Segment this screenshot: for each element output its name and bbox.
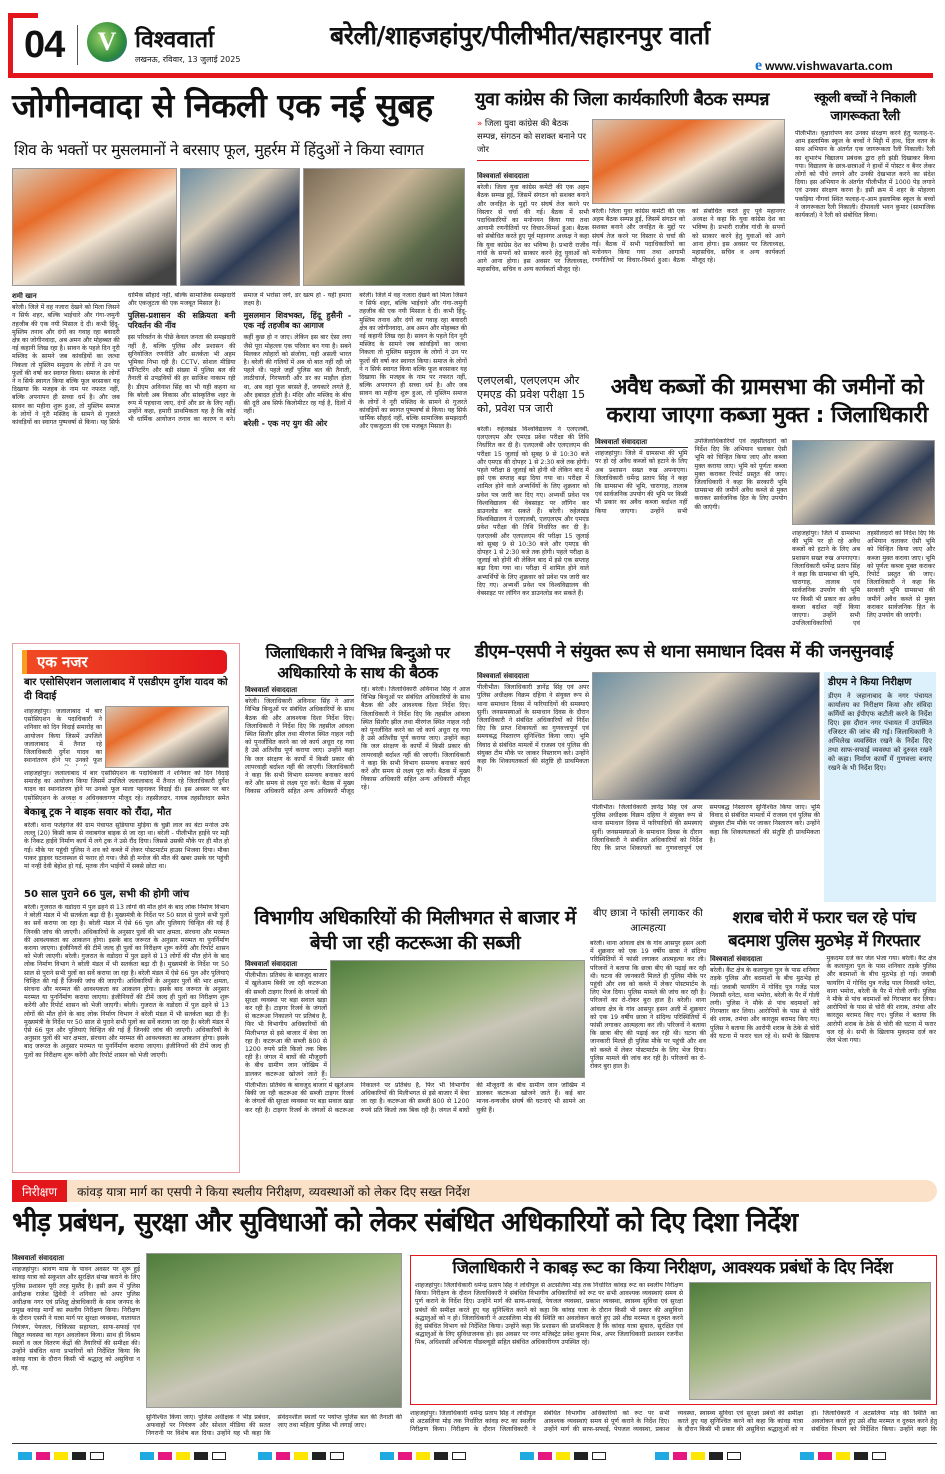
- kanwar-body-3: शाहजहांपुर। जिलाधिकारी धर्मेन्द्र प्रताप सिंह ने लोधीपुल से अटसलिया मोड़ तक निर्धारित कांवड़ रूट का स्थलीय निरीक्षण किया। निरीक्षण के दौरान जिलाधिकारी ने संबंधित विभागीय अधिकारियों को रूट पर सभी आवश्यक व्यवस्थाएं समय से पूर्ण कराने के निर्देश दिए। उन्होंने मार्ग की साफ-सफाई, पेयजल व्यवस्था, प्रकाश व्यवस्था, स्वास्थ्य सुविधा एवं सुरक्षा प्रबंधों की समीक्षा करते हुए यह सुनिश्चित करने को कहा कि कांवड़ यात्रा के दौरान किसी भी प्रकार की असुविधा श्रद्धालुओं को न हो। जिलाधिकारी ने अटसलिया मोड़ की स्थिति का अवलोकन करते हुए उसे शीघ्र मरम्मत व दुरुस्त करने हेतु संबंधित विभाग को निर्देशित किया। उन्होंने कहा कि: [410, 1410, 937, 1434]
- congress-body-2: [592, 208, 785, 366]
- farewell-body-2: शाहजहांपुर। जलालाबाद में बार एसोसिएशन के पदाधिकारी ने शनिवार को दिन विदाई समारोह का आयोजन किया जिसमें उपजिले जलालाबाद में तैनात रहे जिलाधिकारी दुर्गेश यादव का स्थानांतरण होने पर उनको फूल माला पहनाकर विदाई दी। इस अवसर पर बार एसोसिएशन के अध्यक्ष व अधिवक्तागण मौजूद रहे। तहसीलदार, नायब तहसीलदार समेत: [24, 770, 229, 802]
- liquor-body: [710, 955, 936, 1173]
- date-line: लखनऊ, रविवार, 13 जुलाई 2025: [135, 55, 241, 64]
- congress-bullet-text: जिला युवा कांग्रेस की बैठक सम्पन्न, संगठन को सशक्त बनाने पर जोर: [477, 119, 586, 155]
- encroach-text: शाहजहांपुर। जिले में ग्रामसभा की भूमि पर हो रहे अवैध कब्जों को हटाने के लिए अब प्रशासन सख्त रुख अपनाएगा। जिलाधिकारी धर्मेन्द्र प्रताप सिंह ने कहा कि ग्रामसभा की भूमि, चारागाह, तालाब एवं सार्वजनिक उपयोग की भूमि पर किसी भी प्रकार का अवैध कब्जा बर्दाश्त नहीं किया जाएगा। उन्होंने सभी उपजिलाधिकारियों एवं तहसीलदारों को निर्देश दिए कि अभियान चलाकर ऐसी भूमि को चिन्हित किया जाए और कब्जा मुक्त कराया जाए। भूमि को पूर्णतः कब्जा मुक्त कराकर रिपोर्ट प्रस्तुत की जाए। जिलाधिकारी ने कहा कि सरकारी भूमि ग्रामसभा की जमीनें अवैध कब्जे से मुक्त कराकर सार्वजनिक हित के लिए उपयोग की जाएंगी।: [595, 438, 787, 515]
- kanwar-body-1: [12, 1254, 140, 1439]
- farewell-headline: बार एसोसिएशन जलालाबाद में एसडीएम दुर्गेश यादव को दी विदाई: [24, 677, 228, 702]
- kanwar-body-2: सुनिश्चित किया जाए। पुलिस अधीक्षक ने भीड़ प्रबंधन, अफवाहों पर नियंत्रण और सोशल मीडिया की सतत निगरानी पर विशेष बल दिया। उन्होंने यह भी कहा कि संवेदनशील स्थलों पर पर्याप्त पुलिस बल की तैनाती की जाए तथा महिला पुलिस भी लगाई जाए।: [146, 1414, 402, 1438]
- footer-rule: [12, 1443, 937, 1444]
- dm-meeting-byline: विश्ववार्ता संवाददाता: [245, 686, 354, 696]
- samadhan-byline: विश्ववार्ता संवाददाता: [477, 672, 589, 682]
- katrua-headline: विभागीय अधिकारियों की मिलीभगत से बाजार में बेची जा रही कटरूआ की सब्जी: [254, 907, 576, 954]
- llb-body: [477, 426, 589, 638]
- website-link[interactable]: [755, 57, 893, 75]
- color-bar-5: [520, 1452, 606, 1460]
- samadhan-body-1: [477, 672, 589, 902]
- encroach-body-2: शाहजहांपुर। जिले में ग्रामसभा की भूमि पर हो रहे अवैध कब्जों को हटाने के लिए अब प्रशासन सख्त रुख अपनाएगा। जिलाधिकारी धर्मेन्द्र प्रताप सिंह ने कहा कि ग्रामसभा की भूमि, चारागाह, तालाब एवं सार्वजनिक उपयोग की भूमि पर किसी भी प्रकार का अवैध कब्जा बर्दाश्त नहीं किया जाएगा। उन्होंने सभी उपजिलाधिकारियों एवं तहसीलदारों को निर्देश दिए कि अभियान चलाकर ऐसी भूमि को चिन्हित किया जाए और कब्जा मुक्त कराया जाए। भूमि को पूर्णतः कब्जा मुक्त कराकर रिपोर्ट प्रस्तुत की जाए। जिलाधिकारी ने कहा कि सरकारी भूमि ग्रामसभा की जमीनें अवैध कब्जे से मुक्त कराकर सार्वजनिक हित के लिए उपयोग की जाएंगी।: [792, 530, 935, 628]
- lead-photo-2: [180, 168, 300, 286]
- inspection-band: [12, 1180, 937, 1202]
- congress-text: बरेली। जिला युवा कांग्रेस कमेटी की एक अहम बैठक सम्पन्न हुई, जिसमें संगठन को सशक्त बनाने और जनहित के मुद्दों पर संघर्ष तेज करने पर विस्तार से चर्चा की गई। बैठक में सभी पदाधिकारियों का मनोनयन किया गया तथा आगामी रणनीतियों पर विचार-विमर्श हुआ। बैठक को संबोधित करते हुए पूर्व महानगर अध्यक्ष ने कहा कि युवा कांग्रेस देश का भविष्य है। प्रभारी राजीव गांधी के सपनों को साकार करने हेतु युवाओं को आगे आना होगा। इस अवसर पर जिलाध्यक्ष, महासचिव, सचिव व अन्य कार्यकर्ता मौजूद रहे।: [477, 184, 589, 274]
- liquor-text: बरेली। कैंट क्षेत्र के कलापुला पुल के पास शनिवार तड़के पुलिस और बदमाशों के बीच मुठभेड़ हो गई। जवाबी फायरिंग में गोविंद पुत्र गजेंद्र पाल निवासी धनेटा, थाना भमोरा, बरेली के पैर में गोली लगी। पुलिस ने मौके से पांच बदमाशों को गिरफ्तार कर लिया। आरोपियों के पास से चोरी की शराब, तमंचा और कारतूस बरामद किए गए। पुलिस ने बताया कि आरोपी शराब के ठेके से चोरी की घटना में फरार चल रहे थे। सभी के खिलाफ मुकदमा दर्ज कर जेल भेजा गया।: [710, 955, 900, 1040]
- dm-meeting-body: [245, 686, 470, 901]
- dm-kanwar-body: शाहजहांपुर। जिलाधिकारी धर्मेन्द्र प्रताप सिंह ने लोधीपुल से अटसलिया मोड़ तक निर्धारित कांवड़ रूट का स्थलीय निरीक्षण किया। निरीक्षण के दौरान जिलाधिकारी ने संबंधित विभागीय अधिकारियों को रूट पर सभी आवश्यक व्यवस्थाएं समय से पूर्ण कराने के निर्देश दिए। उन्होंने मार्ग की साफ-सफाई, पेयजल व्यवस्था, प्रकाश व्यवस्था, स्वास्थ्य सुविधा एवं सुरक्षा प्रबंधों की समीक्षा करते हुए यह सुनिश्चित करने को कहा कि कांवड़ यात्रा के दौरान किसी भी प्रकार की असुविधा श्रद्धालुओं को न हो। जिलाधिकारी ने अटसलिया मोड़ की स्थिति का अवलोकन करते हुए उसे शीघ्र मरम्मत व दुरुस्त करने हेतु संबंधित विभाग को निर्देशित किया। उन्होंने कहा कि प्रशासन की प्राथमिकता है कि कांवड़ यात्रा सुचारु, सुरक्षित एवं श्रद्धालुओं के लिए सुविधाजनक हो। इस अवसर पर नगर मजिस्ट्रेट प्रवेश कुमार मिश्र, अपर जिलाधिकारी प्रशासन रजनीश मिश्र, अधिशासी अभियंता पीडब्ल्यूडी सहित संबंधित अधिकारीगण उपस्थित रहे।: [415, 1282, 683, 1347]
- congress-photo: [592, 119, 785, 204]
- inspection-band-text: कांवड़ यात्रा मार्ग का एसपी ने किया स्थलीय निरीक्षण, व्यवस्थाओं को लेकर दिए सख्त निर्देश: [77, 1185, 470, 1199]
- student-body: [590, 940, 706, 1172]
- katrua-photo: [330, 960, 585, 1078]
- color-bar-4: [380, 1452, 466, 1460]
- bridges-body: [24, 904, 229, 1166]
- brand-name: विश्ववार्ता: [135, 27, 215, 53]
- color-bar-1: [18, 1452, 104, 1460]
- lead-section-3: बरेली - एक नए युग की ओर: [243, 419, 328, 429]
- encroach-body-1: [595, 438, 787, 638]
- lead-section-2: मुसलमान शिवभक्त, हिंदू हुसैनी - एक नई तहजीब का आगाज: [243, 311, 352, 331]
- katrua-byline: विश्ववार्ता संवाददाता: [245, 960, 327, 970]
- llb-headline: एलएलबी, एलएलएम और एमएड की प्रवेश परीक्षा 15 को, प्रवेश पत्र जारी: [477, 374, 586, 415]
- samadhan-text: पीलीभीत। जिलाधिकारी ज्ञानेंद्र सिंह एवं अपर पुलिस अधीक्षक विक्रम दहिया ने संयुक्त रूप से थाना समाधान दिवस में फरियादियों की समस्याएं सुनीं। जनसमस्याओं के समाधान दिवस के दौरान जिलाधिकारी ने संबंधित अधिकारियों को निर्देश दिए कि प्राप्त शिकायतों का गुणवत्तापूर्ण एवं समयबद्ध निस्तारण सुनिश्चित किया जाए। भूमि विवाद से संबंधित मामलों में राजस्व एवं पुलिस की संयुक्त टीम मौके पर जाकर निस्तारण करे। उन्होंने कहा कि शिकायतकर्ता की संतुष्टि ही प्राथमिकता है।: [477, 684, 589, 774]
- congress-byline: विश्ववार्ता संवाददाता: [477, 172, 589, 182]
- student-text-2: बरेली। थाना आंवला क्षेत्र के गांव आसपुर हसन अली में शुक्रवार को एक 19 वर्षीय छात्रा ने संदिग्ध परिस्थितियों में फांसी लगाकर आत्महत्या कर ली। परिजनों ने बताया कि छात्रा बीए की पढ़ाई कर रही थी। घटना की जानकारी मिलते ही पुलिस मौके पर पहुंची और शव को कब्जे में लेकर पोस्टमार्टम के लिए भेज दिया। पुलिस मामले की जांच कर रही है। परिजनों का रो-रोकर बुरा हाल है।: [590, 997, 706, 1071]
- divider: [77, 25, 78, 65]
- kanwar-text: शाहजहांपुर। श्रावण मास के पावन अवसर पर शुरू हुई कांवड़ यात्रा को सकुशल और सुरक्षित संपन्न कराने के लिए पुलिस प्रशासन पूरी तरह मुस्तैद है। इसी क्रम में पुलिस अधीक्षक राजेश द्विवेदी ने शनिवार को अपर पुलिस अधीक्षक नगर एवं प्रशिक्षु क्षेत्राधिकारी के साथ जनपद के प्रमुख कांवड़ मार्गों का स्थलीय निरीक्षण किया। निरीक्षण के दौरान एसपी ने यात्रा मार्ग पर सुरक्षा व्यवस्था, यातायात नियंत्रण, पेयजल, चिकित्सा सहायता, साफ-सफाई एवं विद्युत व्यवस्था का गहन अवलोकन किया। साथ ही विश्राम स्थलों व जल वितरण केंद्रों की तैयारियों की समीक्षा की। उन्होंने संबंधित थाना प्रभारियों को निर्देशित किया कि कांवड़ यात्रा के दौरान किसी भी श्रद्धालु को असुविधा न हो, यह: [12, 1266, 140, 1372]
- kanwar-photo: [146, 1253, 402, 1408]
- encroach-byline: विश्ववार्ता संवाददाता: [595, 438, 688, 448]
- inspection-tag: निरीक्षण: [12, 1180, 67, 1202]
- katrua-body-2: पीलीभीत। प्रतिबंध के बावजूद बाजार में खुलेआम बिकी जा रही कटरूआ की सब्जी टाइगर रिजर्व के जंगलों की सुरक्षा व्यवस्था पर बड़ा सवाल खड़ा कर रही है। टाइगर रिजर्व के जंगलों से कटरूआ निकालने पर प्रतिबंध है, फिर भी विभागीय अधिकारियों की मिलीभगत से इसे बाजार में बेचा जा रहा है। कटरूआ की सब्जी 800 से 1200 रुपये प्रति किलो तक बिक रही है। जंगल में बाघों की मौजूदगी के बीच ग्रामीण जान जोखिम में डालकर कटरूआ खोजने जाते हैं। कई बार मानव-वन्यजीव संघर्ष की घटनाएं भी सामने आ चुकी हैं।: [245, 1082, 585, 1114]
- katrua-text: पीलीभीत। प्रतिबंध के बावजूद बाजार में खुलेआम बिकी जा रही कटरूआ की सब्जी टाइगर रिजर्व के जंगलों की सुरक्षा व्यवस्था पर बड़ा सवाल खड़ा कर रही है। टाइगर रिजर्व के जंगलों से कटरूआ निकालने पर प्रतिबंध है, फिर भी विभागीय अधिकारियों की मिलीभगत से इसे बाजार में बेचा जा रहा है। कटरूआ की सब्जी 800 से 1200 रुपये प्रति किलो तक बिक रही है। जंगल में बाघों की मौजूदगी के बीच ग्रामीण जान जोखिम में डालकर कटरूआ खोजने जाते हैं।: [245, 972, 327, 1078]
- dm-kanwar-box: [410, 1255, 937, 1405]
- dm-inspection-headline: डीएम ने किया निरीक्षण: [828, 677, 912, 688]
- student-text: बरेली। थाना आंवला क्षेत्र के गांव आसपुर हसन अली में शुक्रवार को एक 19 वर्षीय छात्रा ने संदिग्ध परिस्थितियों में फांसी लगाकर आत्महत्या कर ली। परिजनों ने बताया कि छात्रा बीए की पढ़ाई कर रही थी। घटना की जानकारी मिलते ही पुलिस मौके पर पहुंची और शव को कब्जे में लेकर पोस्टमार्टम के लिए भेज दिया। पुलिस मामले की जांच कर रही है। परिजनों का रो-रोकर बुरा हाल है।: [590, 940, 706, 1005]
- encroach-headline: अवैध कब्जों की ग्रामसभा की जमीनों को कराया जाएगा कब्जा मुक्त : जिलाधिकारी: [606, 375, 928, 428]
- congress-body-1: [477, 172, 589, 367]
- truck-headline: बेकाबू ट्रक ने बाइक सवार को रौंदा, मौत: [24, 807, 172, 818]
- color-bar-7: [800, 1452, 886, 1460]
- color-bar-3: [258, 1452, 344, 1460]
- encroach-photo: [792, 440, 935, 525]
- bridges-text: बरेली। गुजरात के वडोदरा में पुल ढहने से 13 लोगों की मौत होने के बाद लोक निर्माण विभाग ने बरेली मंडल में भी सतर्कता बढ़ा दी है। मुख्यमंत्री के निर्देश पर 50 साल से पुराने सभी पुलों का सर्वे कराया जा रहा है। बरेली मंडल में ऐसे 66 पुल और पुलियाएं चिन्हित की गई हैं जिनकी जांच की जाएगी। अधिकारियों के अनुसार पुलों की भार क्षमता, संरचना और मरम्मत की आवश्यकता का आकलन होगा। इसके बाद जरूरत के अनुसार मरम्मत या पुनर्निर्माण कराया जाएगा। इंजीनियरों की टीमें जल्द ही पुलों का निरीक्षण शुरू करेंगी और रिपोर्ट शासन को भेजी जाएगी।: [24, 904, 229, 961]
- truck-body: बरेली। थाना फतेहगंज की ग्राम पंचायत सुडियाया मुड़िया के चुन्नी लाल का बेटा मनोज उर्फ लल्लू (20) किसी काम से नवाबगंज बाइक से जा रहा था। बरेली - पीलीभीत हाईवे पर मड़ी के निकट हाईवे निर्माण कार्य में लगे ट्रक ने उसे रौंद दिया। जिससे उसकी मौके पर ही मौत हो गई। मौके पर पहुंची पुलिस ने शव को कब्जे में लेकर पोस्टमार्टम हाउस भिजवा दिया। मौका पाकर ड्राइवर घटनास्थल से फरार हो गया। जैसे ही मनोज की मौत की खबर उसके घर पहुंची मां नन्ही देवी बेहोश हो गई, मृतक तीन भाईयों में सबसे छोटा था।: [24, 822, 229, 871]
- liquor-text-2: बरेली। कैंट क्षेत्र के कलापुला पुल के पास शनिवार तड़के पुलिस और बदमाशों के बीच मुठभेड़ हो गई। जवाबी फायरिंग में गोविंद पुत्र गजेंद्र पाल निवासी धनेटा, थाना भमोरा, बरेली के पैर में गोली लगी। पुलिस ने मौके से पांच बदमाशों को गिरफ्तार कर लिया। आरोपियों के पास से चोरी की शराब, तमंचा और कारतूस बरामद किए गए। पुलिस ने बताया कि आरोपी शराब के ठेके से चोरी की घटना में फरार चल रहे थे। सभी के खिलाफ मुकदमा दर्ज कर जेल भेजा गया।: [826, 955, 936, 1045]
- lead-headline: जोगीनवादा से निकली एक नई सुबह: [12, 86, 433, 125]
- samadhan-headline: डीएम–एसपी ने संयुक्त रूप से थाना समाधान दिवस में की जनसुनवाई: [475, 642, 893, 662]
- bridges-text-2: बरेली। गुजरात के वडोदरा में पुल ढहने से 13 लोगों की मौत होने के बाद लोक निर्माण विभाग ने बरेली मंडल में भी सतर्कता बढ़ा दी है। मुख्यमंत्री के निर्देश पर 50 साल से पुराने सभी पुलों का सर्वे कराया जा रहा है। बरेली मंडल में ऐसे 66 पुल और पुलियाएं चिन्हित की गई हैं जिनकी जांच की जाएगी। अधिकारियों के अनुसार पुलों की भार क्षमता, संरचना और मरम्मत की आवश्यकता का आकलन होगा। इसके बाद जरूरत के अनुसार मरम्मत या पुनर्निर्माण कराया जाएगा। इंजीनियरों की टीमें जल्द ही पुलों का निरीक्षण शुरू करेंगी और रिपोर्ट शासन को भेजी जाएगी।: [24, 953, 229, 1010]
- lead-photo-1: [12, 168, 177, 286]
- dm-inspection-box: [824, 672, 936, 902]
- chevron-icon: »: [477, 119, 485, 129]
- lead-photo-3: [303, 168, 465, 286]
- lead-text-1: बरेली। जिले में वह नजारा देखने को मिला जिसने न सिर्फ शहर, बल्कि भाईचारे और गंगा-जमुनी तहजीब की एक नयी मिसाल दे दी। कभी हिंदू-मुस्लिम तनाव और दंगों का गवाह रहा बवादरी क्षेत्र का जोगीनवादा, अब अमन और मोहब्बत की नई कहानी लिख रहा है। सावन के पहले दिन नूरी मस्जिद के सामने जब कांवड़ियों का जत्था निकला तो मुस्लिम समुदाय के लोगों ने उन पर फूलों की वर्षा कर स्वागत किया। समाज के लोगों ने न सिर्फ स्वागत किया बल्कि फूल बरसाकर यह दिखाया कि मजहब के नाम पर नफरत नहीं, बल्कि अपनापन ही सच्चा धर्म है। और जब सावन का महीना शुरू हुआ, तो मुस्लिम समाज के लोगों ने नूरी मस्जिद के सामने से गुजरते कांवड़ियों का स्वागत पुष्पवर्षा से किया। यह सिर्फ धार्मिक सौहार्द नहीं, बल्कि सामाजिक समझदारी और एकजुटता की एक मजबूत मिसाल है।: [12, 292, 236, 427]
- dm-kanwar-headline: जिलाधिकारी ने काबड़ रूट का किया निरीक्षण, आवश्यक प्रबंधों के दिए निर्देश: [452, 1258, 893, 1277]
- congress-headline: युवा कांग्रेस की जिला कार्यकारिणी बैठक सम्पन्न: [475, 89, 769, 110]
- liquor-byline: विश्ववार्ता संवाददाता: [710, 955, 820, 965]
- school-rally-headline: स्कूली बच्चों ने निकाली जागरूकता रैली: [814, 91, 916, 124]
- liquor-headline: शराब चोरी में फरार चल रहे पांच बदमाश पुलिस मुठभेड़ में गिरफ्तार: [728, 908, 920, 950]
- congress-text-2: बरेली। जिला युवा कांग्रेस कमेटी की एक अहम बैठक सम्पन्न हुई, जिसमें संगठन को सशक्त बनाने और जनहित के मुद्दों पर संघर्ष तेज करने पर विस्तार से चर्चा की गई। बैठक में सभी पदाधिकारियों का मनोनयन किया गया तथा आगामी रणनीतियों पर विचार-विमर्श हुआ। बैठक को संबोधित करते हुए पूर्व महानगर अध्यक्ष ने कहा कि युवा कांग्रेस देश का भविष्य है। प्रभारी राजीव गांधी के सपनों को साकार करने हेतु युवाओं को आगे आना होगा। इस अवसर पर जिलाध्यक्ष, महासचिव, सचिव व अन्य कार्यकर्ता मौजूद रहे।: [592, 208, 785, 265]
- samadhan-photo: [592, 672, 820, 800]
- bridges-headline: 50 साल पुराने 66 पुल, सभी की होगी जांच: [24, 889, 190, 900]
- lead-section-1: पुलिस-प्रशासन की सक्रियता बनी परिवर्तन की नींव: [127, 311, 236, 331]
- dm-meeting-text: बरेली। जिलाधिकारी अविनाश सिंह ने आज विभिन्न बिन्दुओं पर संबंधित अधिकारियों के साथ बैठक की और आवश्यक दिशा निर्देश दिए। जिलाधिकारी ने निर्देश दिए कि तहसील आंवला स्थित सिलौर झील तथा मीरगंज स्थित नाहल नदी को पुनर्जीवित करने का जो कार्य अधूरा रह गया है उसे अतिशीघ्र पूर्ण कराया जाए। उन्होंने कहा कि जल संरक्षण के कार्यों में किसी प्रकार की लापरवाही बर्दाश्त नहीं की जाएगी। जिलाधिकारी ने कहा कि सभी विभाग समन्वय बनाकर कार्य करें और समय से लक्ष्य पूरा करें। बैठक में मुख्य विकास अधिकारी सहित अन्य अधिकारी मौजूद रहे।: [245, 686, 370, 796]
- page-number: 04: [24, 24, 65, 66]
- bridges-text-3: बरेली। गुजरात के वडोदरा में पुल ढहने से 13 लोगों की मौत होने के बाद लोक निर्माण विभाग ने बरेली मंडल में भी सतर्कता बढ़ा दी है। मुख्यमंत्री के निर्देश पर 50 साल से पुराने सभी पुलों का सर्वे कराया जा रहा है। बरेली मंडल में ऐसे 66 पुल और पुलियाएं चिन्हित की गई हैं जिनकी जांच की जाएगी। अधिकारियों के अनुसार पुलों की भार क्षमता, संरचना और मरम्मत की आवश्यकता का आकलन होगा। इसके बाद जरूरत के अनुसार मरम्मत या पुनर्निर्माण कराया जाएगा। इंजीनियरों की टीमें जल्द ही पुलों का निरीक्षण शुरू करेंगी और रिपोर्ट शासन को भेजी जाएगी।: [24, 1002, 229, 1059]
- student-headline: बीए छात्रा ने फांसी लगाकर की आत्महत्या: [593, 908, 703, 934]
- dm-meeting-headline: जिलाधिकारी ने विभिन्न बिन्दुओ पर अधिकारियो के साथ की बैठक: [265, 644, 450, 682]
- lead-subhead: शिव के भक्तों पर मुसलमानों ने बरसाए फूल, मुहर्रम में हिंदुओं ने किया स्वागत: [14, 141, 424, 159]
- lead-byline: शमी खान: [12, 292, 120, 302]
- katrua-body-1: [245, 960, 327, 1080]
- website-url: www.vishwavarta.com: [765, 59, 893, 73]
- lead-text-2: इस परिवर्तन के पीछे केवल जनता की समझदारी नहीं है, बल्कि पुलिस और प्रशासन की सुनियोजित रणनीति और सतर्कता भी अहम भूमिका निभा रही है। CCTV, सोशल मीडिया मॉनिटरिंग और बड़ी संख्या में पुलिस बल की तैनाती से उपद्रवियों की हर साजिश नाकाम रही है। डीएम अविनाश सिंह का भी यही कहना था कि बरेली अब विकास और सांस्कृतिक शहर के रूप में पहचाना जाए, दंगों और डर के लिए नहीं। उन्होंने कहा, हमारी प्राथमिकता यह है कि कोई भी धार्मिक आयोजन तनाव का कारण न बने। समाज में भरोसा जगे, डर खत्म हो - यही हमारा लक्ष्य है।: [127, 292, 352, 424]
- llb-text: बरेली। रुहेलखंड विश्वविद्यालय ने एलएलबी, एलएलएम और एमएड प्रवेश परीक्षा की तिथि निर्धारित कर दी है। एलएलबी और एलएलएम की परीक्षा 15 जुलाई को सुबह 9 से 10:30 बजे और एमएड की दोपहर 1 से 2:30 बजे तक होगी। पहले परीक्षा 8 जुलाई को होनी थी लेकिन बाद में इसे एक सप्ताह बढ़ा दिया गया था। परीक्षा में शामिल होने वाले अभ्यर्थियों के लिए शुक्रवार को प्रवेश पत्र जारी कर दिए गए। अभ्यर्थी प्रवेश पत्र विश्वविद्यालय की वेबसाइट पर लॉगिन कर डाउनलोड कर सकते हैं।: [477, 426, 589, 516]
- browser-icon: e: [755, 57, 763, 74]
- lead-text-4: बरेली। जिले में वह नजारा देखने को मिला जिसने न सिर्फ शहर, बल्कि भाईचारे और गंगा-जमुनी तहजीब की एक नयी मिसाल दे दी। कभी हिंदू-मुस्लिम तनाव और दंगों का गवाह रहा बवादरी क्षेत्र का जोगीनवादा, अब अमन और मोहब्बत की नई कहानी लिख रहा है। सावन के पहले दिन नूरी मस्जिद के सामने जब कांवड़ियों का जत्था निकला तो मुस्लिम समुदाय के लोगों ने उन पर फूलों की वर्षा कर स्वागत किया। समाज के लोगों ने न सिर्फ स्वागत किया बल्कि फूल बरसाकर यह दिखाया कि मजहब के नाम पर नफरत नहीं, बल्कि अपनापन ही सच्चा धर्म है। और जब सावन का महीना शुरू हुआ, तो मुस्लिम समाज के लोगों ने नूरी मस्जिद के सामने से गुजरते कांवड़ियों का स्वागत पुष्पवर्षा से किया। यह सिर्फ धार्मिक सौहार्द नहीं, बल्कि सामाजिक समझदारी और एकजुटता की एक मजबूत मिसाल है।: [359, 292, 467, 431]
- llb-text-2: बरेली। रुहेलखंड विश्वविद्यालय ने एलएलबी, एलएलएम और एमएड प्रवेश परीक्षा की तिथि निर्धारित कर दी है। एलएलबी और एलएलएम की परीक्षा 15 जुलाई को सुबह 9 से 10:30 बजे और एमएड की दोपहर 1 से 2:30 बजे तक होगी। पहले परीक्षा 8 जुलाई को होनी थी लेकिन बाद में इसे एक सप्ताह बढ़ा दिया गया था। परीक्षा में शामिल होने वाले अभ्यर्थियों के लिए शुक्रवार को प्रवेश पत्र जारी कर दिए गए। अभ्यर्थी प्रवेश पत्र विश्वविद्यालय की वेबसाइट पर लॉगिन कर डाउनलोड कर सकते हैं।: [477, 508, 589, 598]
- school-rally-body: पीलीभीत। वृक्षारोपण कर उनका संरक्षण करने हेतु फलाह-ए-आम इस्लामिक स्कूल के बच्चों ने मिट्टी में हाथ, दिल वतन के साथ अभियान के अंतर्गत एक जागरूकता रैली निकाली। रैली का शुभारंभ विद्यालय प्रबंधक द्वारा हरी झंडी दिखाकर किया गया। विद्यालय के छात्र-छात्राओं ने हाथों में पोस्टर व बैनर लेकर लोगों को पौधे लगाने और उनकी देखभाल करने का संदेश दिया। इस अभियान के अंतर्गत पीलीभीत में 1000 पेड़ लगाने एवं उनका संरक्षण करना है। इसी क्रम में शहर के मोहल्ला पकड़िया नौगवां स्थित फलाह-ए-आम इस्लामिक स्कूल के बच्चों ने जागरूकता रैली निकाली। दीपावली भवन कुमार (सामाजिक कार्यकर्ता) ने रैली को संबोधित किया।: [795, 130, 935, 220]
- lead-text-3: कहीं कुछ हो न जाए। लेकिन इस बार ऐसा लगा जैसे पूरा मोहल्ला एक परिवार बन गया है। सबने मिलकर त्योहारों को संजोया, यही असली भारत है। बरेली की गलियों में अब वो बात नहीं रही जो पहले थी। पहले जहाँ पुलिस बल की तैनाती, लाठीचार्ज, गिरफ्तारी और डर का माहौल होता था, अब वहां फूल बरसते हैं, जयकारे लगते हैं, और इबादत होती है। मंदिर और मस्जिद के बीच की दूरी अब सिर्फ किलोमीटर रह गई है, दिलों में नहीं।: [243, 334, 352, 416]
- farewell-photo: [105, 706, 229, 768]
- dm-inspection-body: डीएम ने जहानाबाद के नगर पंचायत कार्यालय का निरीक्षण किया और संविदा कर्मियों का ईपीएफ कटौती करने के निर्देश दिए। इस दौरान नगर पंचायत में उपस्थित रजिस्टर की जांच की गई। जिलाधिकारी ने अभिलेख व्यवस्थित रखने के निर्देश दिए तथा साफ-सफाई व्यवस्था को दुरुस्त रखने को कहा। निर्माण कार्यों में गुणवत्ता बनाए रखने के भी निर्देश दिए।: [828, 692, 932, 772]
- edition-title: बरेली/शाहजहांपुर/पीलीभीत/सहारनपुर वार्ता: [330, 21, 710, 50]
- ek-nazar-label: एक नजर: [22, 650, 227, 674]
- kanwar-byline: विश्ववार्ता संवाददाता: [12, 1254, 140, 1264]
- color-bar-2: [140, 1452, 226, 1460]
- samadhan-body-2: पीलीभीत। जिलाधिकारी ज्ञानेंद्र सिंह एवं अपर पुलिस अधीक्षक विक्रम दहिया ने संयुक्त रूप से थाना समाधान दिवस में फरियादियों की समस्याएं सुनीं। जनसमस्याओं के समाधान दिवस के दौरान जिलाधिकारी ने संबंधित अधिकारियों को निर्देश दिए कि प्राप्त शिकायतों का गुणवत्तापूर्ण एवं समयबद्ध निस्तारण सुनिश्चित किया जाए। भूमि विवाद से संबंधित मामलों में राजस्व एवं पुलिस की संयुक्त टीम मौके पर जाकर निस्तारण करे। उन्होंने कहा कि शिकायतकर्ता की संतुष्टि ही प्राथमिकता है।: [592, 804, 820, 853]
- lead-body: [12, 292, 467, 637]
- kanwar-headline: भीड़ प्रबंधन, सुरक्षा और सुविधाओं को लेकर संबंधित अधिकारियों को दिए दिशा निर्देश: [12, 1207, 798, 1238]
- dm-meeting-text-2: बरेली। जिलाधिकारी अविनाश सिंह ने आज विभिन्न बिन्दुओं पर संबंधित अधिकारियों के साथ बैठक की और आवश्यक दिशा निर्देश दिए। जिलाधिकारी ने निर्देश दिए कि तहसील आंवला स्थित सिलौर झील तथा मीरगंज स्थित नाहल नदी को पुनर्जीवित करने का जो कार्य अधूरा रह गया है उसे अतिशीघ्र पूर्ण कराया जाए। उन्होंने कहा कि जल संरक्षण के कार्यों में किसी प्रकार की लापरवाही बर्दाश्त नहीं की जाएगी। जिलाधिकारी ने कहा कि सभी विभाग समन्वय बनाकर कार्य करें और समय से लक्ष्य पूरा करें। बैठक में मुख्य विकास अधिकारी सहित अन्य अधिकारी मौजूद रहे।: [361, 686, 470, 792]
- brand-logo: V: [87, 22, 127, 62]
- congress-bullet: [477, 118, 589, 161]
- farewell-body-1: शाहजहांपुर। जलालाबाद में बार एसोसिएशन के पदाधिकारी ने शनिवार को दिन विदाई समारोह का आयोजन किया जिसमें उपजिले जलालाबाद में तैनात रहे जिलाधिकारी दुर्गेश यादव का स्थानांतरण होने पर उनको फूल: [24, 708, 102, 765]
- dm-kanwar-photo: [689, 1282, 931, 1400]
- color-bar-6: [655, 1452, 741, 1460]
